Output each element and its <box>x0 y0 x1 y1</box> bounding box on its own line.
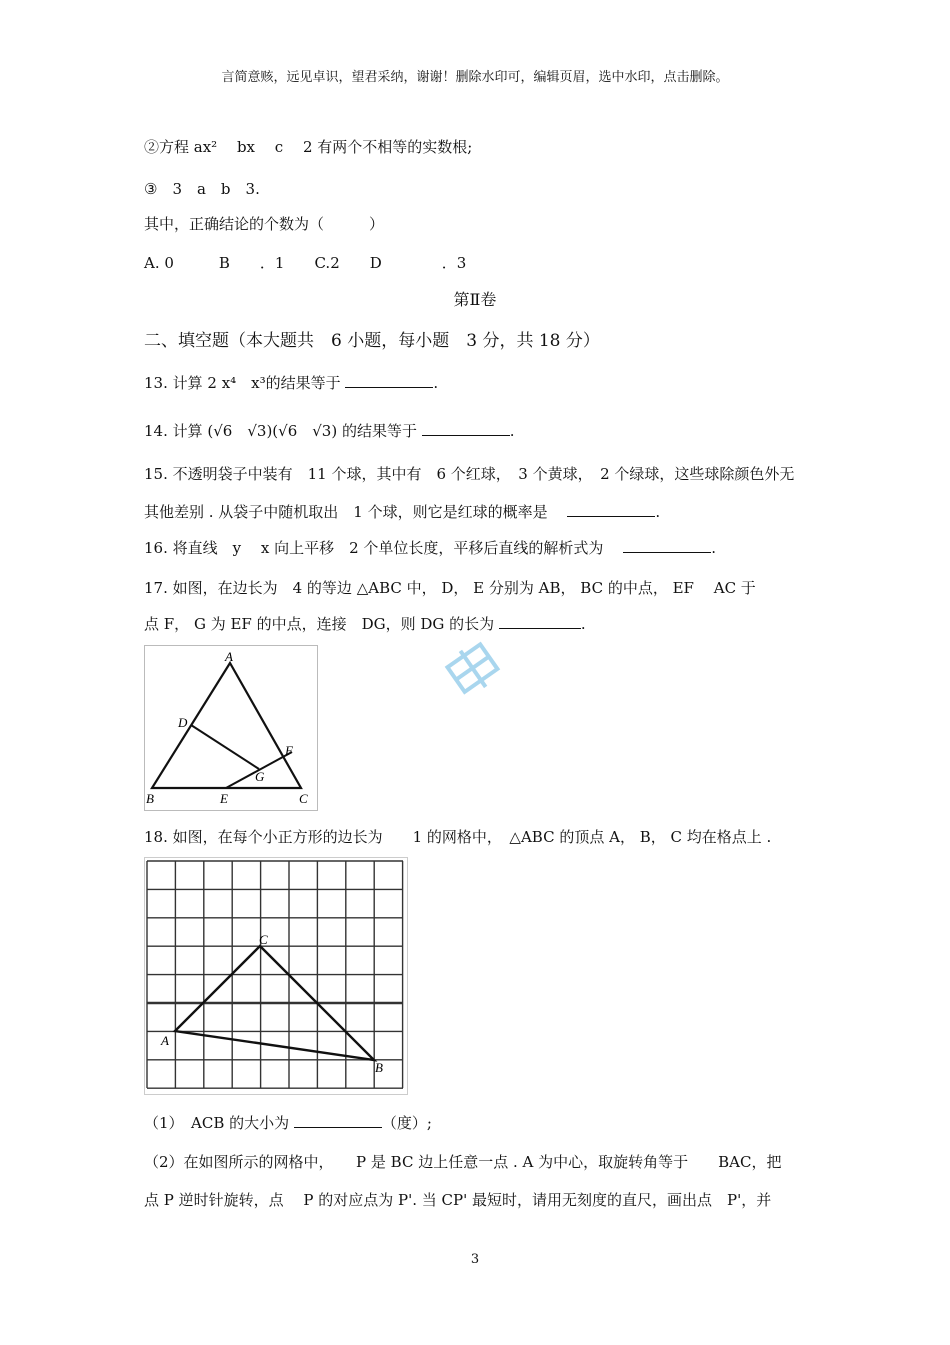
part-heading: 二、填空题（本大题共 6 小题，每小题 3 分，共 18 分） <box>144 331 600 351</box>
q13-text: 13. 计算 2 x⁴ x³的结果等于 <box>144 374 346 392</box>
q18-1-blank <box>294 1113 382 1128</box>
question-prompt: 其中，正确结论的个数为（ ） <box>144 215 385 233</box>
question-15-line-1: 15. 不透明袋子中装有 11 个球，其中有 6 个红球， 3 个黄球， 2 个绿球，这些球除颜色外无 <box>144 465 795 483</box>
q13-end: . <box>433 374 439 392</box>
label-b: B <box>146 791 154 806</box>
q15-text: 其他差别 . 从袋子中随机取出 1 个球，则它是红球的概率是 <box>144 503 568 521</box>
label-d: D <box>178 715 188 730</box>
q14-blank <box>422 421 510 436</box>
option-line-2: ②方程 ax² bx c 2 有两个不相等的实数根; <box>144 138 473 156</box>
q17-blank <box>499 614 581 629</box>
question-15-line-2 <box>144 501 660 522</box>
page-number: 3 <box>470 1252 480 1267</box>
q14-end: . <box>509 422 515 440</box>
q17-text: 点 F， G 为 EF 的中点，连接 DG，则 DG 的长为 <box>144 615 499 633</box>
grid-label-a: A <box>161 1033 169 1048</box>
q17-end: . <box>580 615 586 633</box>
q16-blank <box>623 538 711 553</box>
q18-1-text: （1） ACB 的大小为 <box>144 1114 294 1132</box>
label-c: C <box>299 791 308 806</box>
q16-end: . <box>711 539 716 557</box>
q15-end: . <box>655 503 661 521</box>
label-e: E <box>220 791 228 806</box>
question-18-part-1 <box>144 1112 432 1133</box>
answer-choices: A. 0 B ．1 C.2 D ．3 <box>144 254 467 272</box>
grid-label-b: B <box>375 1060 383 1075</box>
grid-label-c: C <box>259 932 268 947</box>
q15-blank <box>567 502 655 517</box>
triangle-abc <box>152 663 301 788</box>
question-17-line-2 <box>144 613 586 634</box>
header-note: 言简意赅，远见卓识，望君采纳，谢谢！删除水印可，编辑页眉，选中水印，点击删除。 <box>221 70 729 85</box>
q14-text: 14. 计算 (√6 √3)(√6 √3) 的结果等于 <box>144 422 422 440</box>
question-18: 18. 如图，在每个小正方形的边长为 1 的网格中， △ABC 的顶点 A， B， C 均在格点上 . <box>144 828 772 846</box>
question-14 <box>144 420 515 441</box>
option-line-3: ③ 3 a b 3. <box>144 180 260 198</box>
watermark-stamp-icon <box>440 640 510 700</box>
grid-lines <box>147 861 403 1088</box>
q16-text: 16. 将直线 y x 向上平移 2 个单位长度，平移后直线的解析式为 <box>144 539 624 557</box>
figure-18-svg <box>144 857 408 1095</box>
question-13 <box>144 372 438 393</box>
question-16 <box>144 537 716 558</box>
figure-18 <box>144 857 408 1095</box>
label-a: A <box>225 649 233 664</box>
segment-dg <box>191 725 259 769</box>
q13-blank <box>345 373 433 388</box>
q18-1-end: （度）; <box>381 1114 432 1132</box>
question-18-part-2-line-1: （2）在如图所示的网格中， P 是 BC 边上任意一点 . A 为中心，取旋转角等于 BAC，把 <box>144 1153 782 1171</box>
label-g: G <box>255 769 265 784</box>
question-18-part-2-line-2: 点 P 逆时针旋转，点 P 的对应点为 P'. 当 CP' 最短时，请用无刻度的直尺，画出点 P'，并 <box>144 1191 772 1209</box>
question-17-line-1: 17. 如图，在边长为 4 的等边 △ABC 中， D， E 分别为 AB， BC 的中点， EF AC 于 <box>144 579 756 597</box>
section-title: 第Ⅱ卷 <box>453 290 497 309</box>
figure-17-svg <box>144 645 318 811</box>
label-f: F <box>285 743 293 758</box>
figure-17 <box>144 645 318 811</box>
